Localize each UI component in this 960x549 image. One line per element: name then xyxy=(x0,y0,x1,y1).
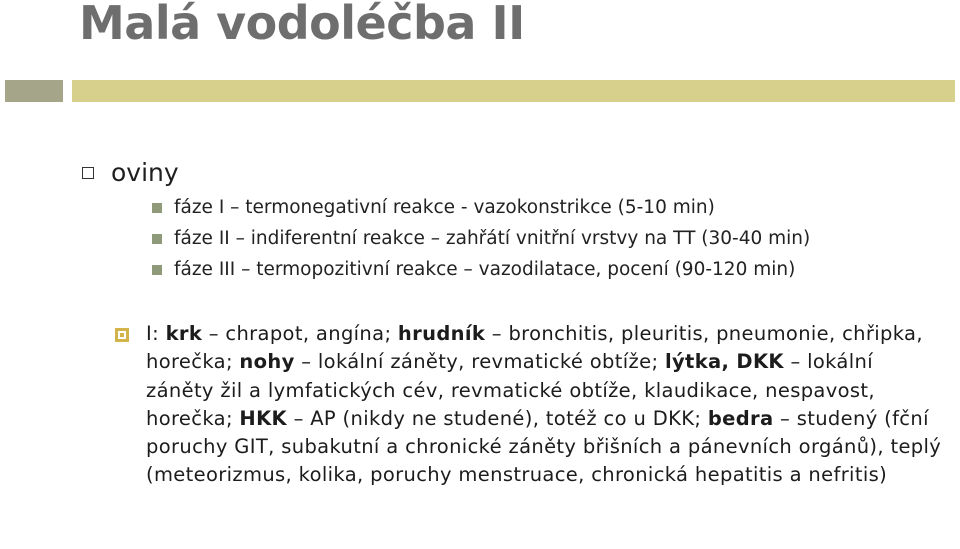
term-hkk: HKK xyxy=(239,406,288,430)
title-divider-right xyxy=(72,80,955,102)
detail-text: – lokální záněty žil a lymfatických cév, revmatické obtíže, klaudikace, nespavost, horečka; xyxy=(146,350,875,430)
term-nohy: nohy xyxy=(239,350,295,374)
square-bullet-icon xyxy=(152,203,162,213)
hollow-square-bullet-icon xyxy=(82,167,94,179)
term-lytka-dkk: lýtka, DKK xyxy=(664,350,784,374)
title-divider-left xyxy=(5,80,63,102)
detail-text: I: xyxy=(146,322,166,345)
term-bedra: bedra xyxy=(707,406,774,430)
detail-text: – bronchitis, pleuritis, pneumonie, chřipka, horečka; xyxy=(146,322,923,374)
square-bullet-icon xyxy=(152,234,162,244)
term-krk: krk xyxy=(165,322,203,345)
phase-text: fáze III – termopozitivní reakce – vazodilatace, pocení (90-120 min) xyxy=(174,259,796,280)
phase-text: fáze I – termonegativní reakce - vazokonstrikce (5-10 min) xyxy=(174,197,715,218)
slide-title: Malá vodoléčba II xyxy=(79,0,525,50)
square-bullet-icon xyxy=(152,265,162,275)
detail-text: – AP (nikdy ne studené), totéž co u DKK; xyxy=(287,406,708,430)
detail-text: – studený (fční poruchy GIT, subakutní a chronické záněty břišních a pánevních orgánů), teplý (meteorizmus, kolika, poruchy menstruace, chronická hepatitis a nefritis) xyxy=(146,406,942,487)
detail-text: – lokální záněty, revmatické obtíže; xyxy=(294,350,665,374)
detail-text: – chrapot, angína; xyxy=(202,322,398,345)
framed-square-bullet-icon xyxy=(115,328,129,342)
term-hrudnik: hrudník xyxy=(397,322,486,345)
detail-paragraph xyxy=(146,320,946,490)
phase-text: fáze II – indiferentní reakce – zahřátí vnitřní vrstvy na TT (30-40 min) xyxy=(174,228,811,249)
section-label: oviny xyxy=(111,158,179,187)
